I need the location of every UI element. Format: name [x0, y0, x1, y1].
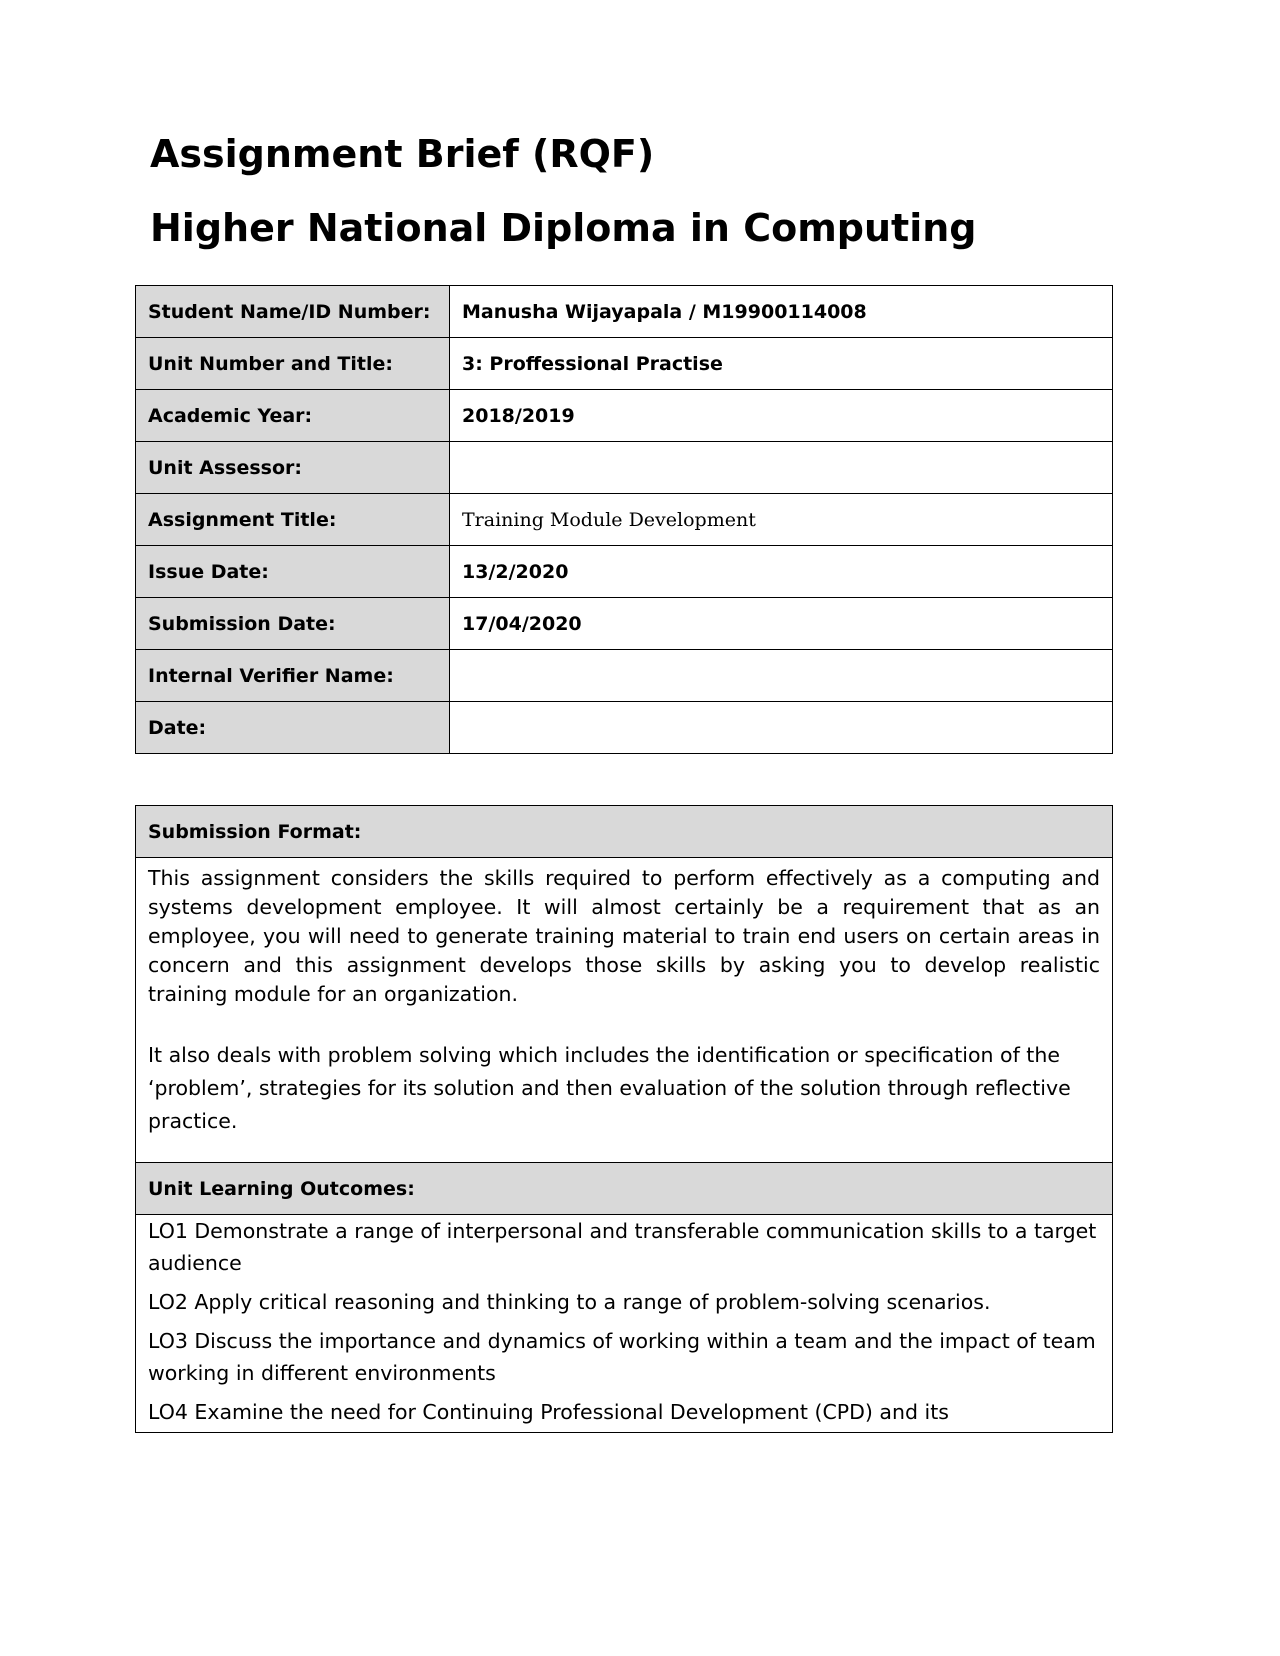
list-item: LO2 Apply critical reasoning and thinking to a range of problem-solving scenarios.	[148, 1290, 991, 1314]
row-label: Assignment Title:	[136, 494, 450, 546]
row-label: Internal Verifier Name:	[136, 650, 450, 702]
table-row	[136, 286, 1113, 338]
submission-paragraph: This assignment considers the skills required to perform effectively as a computing and systems development employee. It will almost certainly be a requirement that as an employee, you will need to generate training material to train end users on certain areas in concern and this assignment develops those skills by asking you to develop realistic training module for an organization.	[148, 866, 1100, 1006]
brief-table	[135, 805, 1113, 1433]
table-row	[136, 1163, 1113, 1215]
details-table	[135, 285, 1113, 754]
table-row	[136, 546, 1113, 598]
row-value: 2018/2019	[450, 390, 1113, 442]
row-value: 3: Proffessional Practise	[450, 338, 1113, 390]
learning-outcomes-list	[136, 1215, 1113, 1433]
row-value	[450, 442, 1113, 494]
table-row	[136, 650, 1113, 702]
table-row	[136, 494, 1113, 546]
row-value	[450, 650, 1113, 702]
row-value	[450, 702, 1113, 754]
table-row	[136, 390, 1113, 442]
row-label: Student Name/ID Number:	[136, 286, 450, 338]
list-item: LO1 Demonstrate a range of interpersonal and transferable communication skills to a target audience	[148, 1219, 1097, 1275]
row-value: Training Module Development	[450, 494, 1113, 546]
submission-format-heading: Submission Format:	[136, 806, 1113, 858]
document-subtitle: Higher National Diploma in Computing	[150, 206, 977, 250]
table-row	[136, 806, 1113, 858]
submission-paragraph: It also deals with problem solving which includes the identification or specification of the ‘problem’, strategies for its solution and then evaluation of the solution through reflective practice.	[148, 1043, 1071, 1133]
row-value: 17/04/2020	[450, 598, 1113, 650]
table-row	[136, 338, 1113, 390]
row-value: Manusha Wijayapala / M19900114008	[450, 286, 1113, 338]
row-value: 13/2/2020	[450, 546, 1113, 598]
table-row	[136, 598, 1113, 650]
table-row	[136, 702, 1113, 754]
list-item: LO3 Discuss the importance and dynamics of working within a team and the impact of team working in different environments	[148, 1329, 1096, 1385]
row-label: Unit Number and Title:	[136, 338, 450, 390]
row-label: Date:	[136, 702, 450, 754]
table-row	[136, 858, 1113, 1163]
learning-outcomes-heading: Unit Learning Outcomes:	[136, 1163, 1113, 1215]
row-label: Submission Date:	[136, 598, 450, 650]
row-label: Academic Year:	[136, 390, 450, 442]
table-row	[136, 1215, 1113, 1433]
table-row	[136, 442, 1113, 494]
list-item: LO4 Examine the need for Continuing Professional Development (CPD) and its	[148, 1400, 949, 1424]
row-label: Unit Assessor:	[136, 442, 450, 494]
row-label: Issue Date:	[136, 546, 450, 598]
document-title: Assignment Brief (RQF)	[150, 132, 655, 176]
submission-format-body	[136, 858, 1113, 1163]
